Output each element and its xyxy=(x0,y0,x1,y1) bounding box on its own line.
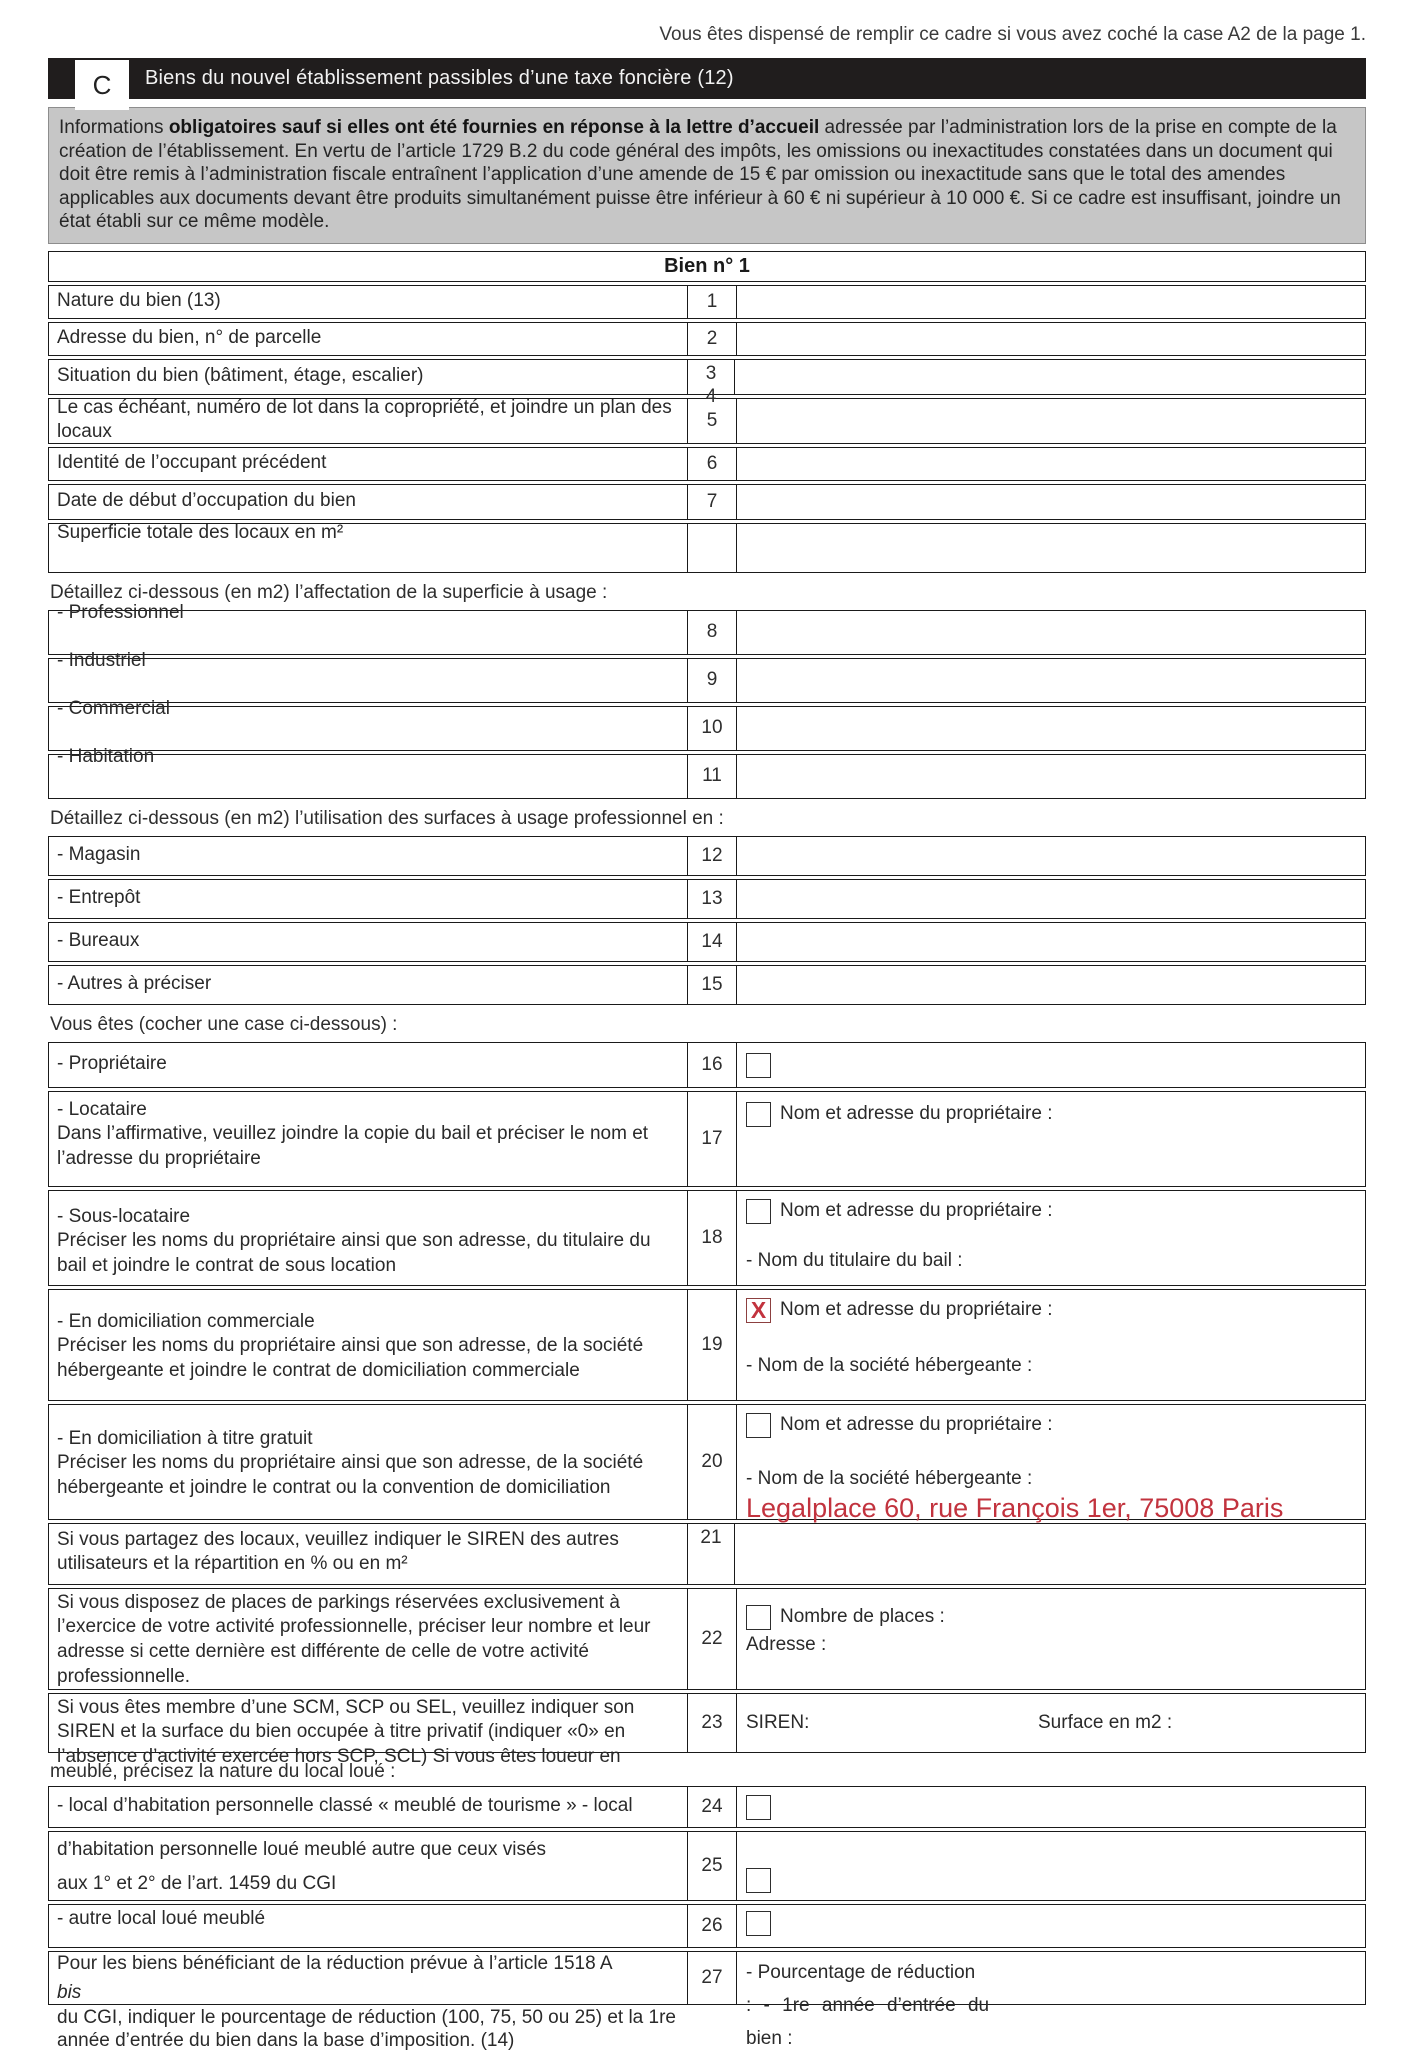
label-bureaux: - Bureaux xyxy=(57,930,140,952)
label-autres-a-preciser: - Autres à préciser xyxy=(57,973,212,995)
line-number-15: 15 xyxy=(687,966,737,1004)
row-reduction-1518a xyxy=(48,1951,1366,2052)
field-sous-locataire[interactable] xyxy=(739,1191,1365,1285)
label-professionnel: - Professionnel xyxy=(57,601,184,623)
line-number-6: 6 xyxy=(687,448,737,480)
section-d-table xyxy=(48,1042,1366,1768)
affectation-intro: Détaillez ci-dessous (en m2) l’affectation de la superficie à usage : xyxy=(50,581,608,603)
section-a-table xyxy=(48,285,1366,573)
field-domiciliation-gratuite[interactable] xyxy=(739,1405,1365,1523)
checkbox-sous-locataire[interactable] xyxy=(746,1199,771,1224)
line-number-13: 13 xyxy=(687,880,737,918)
bien-label: bien : xyxy=(746,2028,793,2050)
checkbox-proprietaire[interactable] xyxy=(746,1053,771,1078)
checkbox-locataire[interactable] xyxy=(746,1102,771,1127)
line-number-21: 21 xyxy=(687,1524,735,1584)
line-number-22: 22 xyxy=(687,1589,737,1689)
dispense-note: Vous êtes dispensé de remplir ce cadre si vous avez coché la case A2 de la page 1. xyxy=(659,24,1366,45)
label-scm-scp-sel: Si vous êtes membre d’une SCM, SCP ou SEL, veuillez indiquer son SIREN et la surface du bien occupée à titre privatif (indiquer «0» en l’absence d’activité exercée hors SCP, SCL) Si vous êtes loueur en xyxy=(57,1696,635,1768)
label-superficie-totale: Superficie totale des locaux en m² xyxy=(57,521,344,543)
line-number-12: 12 xyxy=(687,837,737,875)
label-commercial: - Commercial xyxy=(57,697,170,719)
field-habitation[interactable] xyxy=(739,755,1365,798)
line-number-24: 24 xyxy=(687,1787,737,1827)
vous-etes-intro: Vous êtes (cocher une case ci-dessous) : xyxy=(50,1013,398,1035)
field-autres-a-preciser[interactable] xyxy=(739,966,1365,1004)
line-number-9: 9 xyxy=(687,659,737,702)
label-magasin: - Magasin xyxy=(57,844,141,866)
row-occupant-precedent xyxy=(48,447,1366,481)
label-habitation: - Habitation xyxy=(57,745,155,767)
row-parkings xyxy=(48,1588,1366,1690)
field-situation-du-bien[interactable] xyxy=(737,360,1365,394)
label-industriel: - Industriel xyxy=(57,649,146,671)
line-number-3: 3 4 xyxy=(687,360,735,394)
row-situation-du-bien xyxy=(48,359,1366,407)
line-number-19: 19 xyxy=(687,1290,737,1400)
titulaire-bail-label: - Nom du titulaire du bail : xyxy=(746,1249,963,1271)
field-reduction-1518a[interactable] xyxy=(739,1952,1365,2050)
row-locataire xyxy=(48,1091,1366,1187)
line-number-7: 7 xyxy=(687,485,737,519)
field-numero-de-lot[interactable] xyxy=(739,399,1365,443)
row-meuble-tourisme xyxy=(48,1786,1366,1828)
label-sous-locataire: - Sous-locataire Préciser les noms du propriétaire ainsi que son adresse, du titulaire du bail et joindre le contrat de sous location xyxy=(57,1205,651,1277)
surface-label: Surface en m2 : xyxy=(1038,1711,1173,1733)
checkbox-label-domiciliation-gratuite: Nom et adresse du propriétaire : xyxy=(780,1414,1053,1436)
label-numero-de-lot: Le cas échéant, numéro de lot dans la copropriété, et joindre un plan des locaux xyxy=(57,396,672,443)
label-locataire: - Locataire Dans l’affirmative, veuillez joindre la copie du bail et préciser le nom et l’adresse du propriétaire xyxy=(57,1098,649,1170)
societe-hebergeante-label: - Nom de la société hébergeante : xyxy=(746,1354,1033,1376)
line-number-26: 26 xyxy=(687,1905,737,1947)
field-meuble-tourisme[interactable] xyxy=(739,1787,1365,1827)
field-value-societe-hebergeante: Legalplace 60, rue François 1er, 75008 Paris xyxy=(746,1492,1284,1523)
label-entrepot: - Entrepôt xyxy=(57,887,141,909)
field-habitation-meuble[interactable] xyxy=(739,1832,1365,1900)
checkbox-autre-local-meuble[interactable] xyxy=(746,1911,771,1936)
checkbox-meuble-tourisme[interactable] xyxy=(746,1795,771,1820)
meuble-continuation: meublé, précisez la nature du local loué : xyxy=(50,1760,396,1782)
line-number-8: 8 xyxy=(687,611,737,654)
row-autre-local-meuble xyxy=(48,1904,1366,1948)
section-title: Biens du nouvel établissement passibles d’une taxe foncière (12) xyxy=(145,67,734,89)
row-habitation xyxy=(48,745,1366,799)
line-number-11: 11 xyxy=(687,755,737,798)
line-number-blank xyxy=(687,524,737,572)
line-number-10: 10 xyxy=(687,707,737,750)
premiere-annee-label: : - 1re année d’entrée du xyxy=(746,1994,990,2016)
checkbox-label-locataire: Nom et adresse du propriétaire : xyxy=(780,1103,1053,1125)
label-partage-locaux: Si vous partagez des locaux, veuillez indiquer le SIREN des autres utilisateurs et la répartition en % ou en m² xyxy=(57,1528,619,1575)
line-number-17: 17 xyxy=(687,1092,737,1186)
pourcentage-reduction-label: - Pourcentage de réduction xyxy=(746,1961,976,1983)
adresse-label: Adresse : xyxy=(746,1633,827,1655)
line-number-23: 23 xyxy=(687,1694,737,1752)
line-number-18: 18 xyxy=(687,1191,737,1285)
info-notice xyxy=(48,107,1366,244)
label-date-debut-occupation: Date de début d’occupation du bien xyxy=(57,490,356,512)
field-parkings[interactable] xyxy=(739,1589,1365,1689)
row-superficie-totale xyxy=(48,523,1366,573)
label-meuble-tourisme: - local d’habitation personnelle classé « meublé de tourisme » - local xyxy=(57,1795,633,1817)
label-habitation-meuble: d’habitation personnelle loué meublé autre que ceux visés aux 1° et 2° de l’art. 1459 du CGI xyxy=(57,1838,547,1895)
field-nature-du-bien[interactable] xyxy=(739,286,1365,318)
field-industriel[interactable] xyxy=(739,659,1365,702)
line-number-20: 20 xyxy=(687,1405,737,1519)
row-sous-locataire xyxy=(48,1190,1366,1286)
field-date-debut-occupation[interactable] xyxy=(739,485,1365,519)
label-proprietaire: - Propriétaire xyxy=(57,1053,167,1075)
field-professionnel[interactable] xyxy=(739,611,1365,654)
field-entrepot[interactable] xyxy=(739,880,1365,918)
section-letter-box: C xyxy=(75,60,129,110)
field-bureaux[interactable] xyxy=(739,923,1365,961)
field-occupant-precedent[interactable] xyxy=(739,448,1365,480)
line-number-14: 14 xyxy=(687,923,737,961)
row-domiciliation-commerciale xyxy=(48,1289,1366,1401)
checkbox-parkings[interactable] xyxy=(746,1605,771,1630)
bien-1-header: Bien n° 1 xyxy=(48,251,1366,282)
field-locataire[interactable] xyxy=(739,1092,1365,1186)
checkbox-label-sous-locataire: Nom et adresse du propriétaire : xyxy=(780,1200,1053,1222)
label-situation-du-bien: Situation du bien (bâtiment, étage, escalier) xyxy=(57,365,424,387)
row-entrepot xyxy=(48,879,1366,919)
utilisation-intro: Détaillez ci-dessous (en m2) l’utilisation des surfaces à usage professionnel en : xyxy=(50,807,724,829)
info-lead: Informations xyxy=(59,117,169,138)
row-adresse-du-bien xyxy=(48,322,1366,356)
line-number-2: 2 xyxy=(687,323,737,355)
checkbox-habitation-meuble[interactable] xyxy=(746,1868,771,1893)
siren-label: SIREN: xyxy=(746,1711,810,1733)
label-adresse-du-bien: Adresse du bien, n° de parcelle xyxy=(57,327,322,349)
row-bureaux xyxy=(48,922,1366,962)
field-magasin[interactable] xyxy=(739,837,1365,875)
line-number-16: 16 xyxy=(687,1043,737,1087)
field-partage-locaux[interactable] xyxy=(737,1524,1365,1584)
field-superficie-totale[interactable] xyxy=(739,524,1365,572)
label-occupant-precedent: Identité de l’occupant précédent xyxy=(57,452,327,474)
row-proprietaire xyxy=(48,1042,1366,1088)
field-domiciliation-commerciale[interactable] xyxy=(739,1290,1365,1400)
societe-hebergeante-label-2: - Nom de la société hébergeante : xyxy=(746,1467,1033,1489)
row-scm-scp-sel xyxy=(48,1693,1366,1768)
line-number-27: 27 xyxy=(687,1952,737,2004)
checkbox-domiciliation-gratuite[interactable] xyxy=(746,1413,771,1438)
info-rest: adressée par l’administration lors de la prise en compte de la création de l’établissement. En vertu de l’article 1729 B.2 du code général des impôts, les omissions ou inexactitudes constatées dans un document qui doit être remis à l’administration fiscale entraînent l’application d’une amende de 15 € par omission ou inexactitude sans que le total des amendes applicables aux documents devant être produits simultanément puisse être inférieur à 60 € ni supérieur à 10 000 €. Si ce cadre est insuffisant, joindre un état établi sur ce même modèle. xyxy=(59,117,1341,233)
row-domiciliation-gratuite xyxy=(48,1404,1366,1523)
section-c-table xyxy=(48,836,1366,1005)
row-nature-du-bien xyxy=(48,285,1366,319)
section-e-table xyxy=(48,1786,1366,2052)
nombre-places-label: Nombre de places : xyxy=(780,1606,945,1628)
form-content xyxy=(48,0,1366,2052)
line-number-1: 1 xyxy=(687,286,737,318)
line-number-25: 25 xyxy=(687,1832,737,1900)
label-nature-du-bien: Nature du bien (13) xyxy=(57,290,221,312)
row-autres-a-preciser xyxy=(48,965,1366,1005)
line-number-5: 5 xyxy=(687,399,737,443)
line-number-4: 4 xyxy=(705,385,717,407)
row-magasin xyxy=(48,836,1366,876)
label-autre-local-meuble: - autre local loué meublé xyxy=(57,1907,266,1929)
field-commercial[interactable] xyxy=(739,707,1365,750)
section-b-table xyxy=(48,601,1366,799)
label-domiciliation-commerciale: - En domiciliation commerciale Préciser les noms du propriétaire ainsi que son adresse, de la société hébergeante et joindre le contrat de domiciliation commerciale xyxy=(57,1310,644,1382)
label-domiciliation-gratuite: - En domiciliation à titre gratuit Préciser les noms du propriétaire ainsi que son adresse, de la société hébergeante et joindre le contrat ou la convention de domiciliation xyxy=(57,1427,644,1499)
label-reduction-1518a: Pour les biens bénéficiant de la réduction prévue à l’article 1518 A bis du CGI, indiquer le pourcentage de réduction (100, 75, 50 ou 25) et la 1re année d’entrée du bien dans la base d’imposition. (14) xyxy=(57,1952,676,2052)
row-date-debut-occupation xyxy=(48,484,1366,520)
info-bold: obligatoires sauf si elles ont été fournies en réponse à la lettre d’accueil xyxy=(168,117,820,138)
section-c-header-bar xyxy=(48,58,1366,99)
row-habitation-meuble xyxy=(48,1831,1366,1901)
field-autre-local-meuble[interactable] xyxy=(739,1905,1365,1947)
field-adresse-du-bien[interactable] xyxy=(739,323,1365,355)
field-proprietaire[interactable] xyxy=(739,1043,1365,1087)
checkbox-label-domiciliation-commerciale: Nom et adresse du propriétaire : xyxy=(780,1299,1053,1321)
checkbox-domiciliation-commerciale-checked[interactable]: X xyxy=(746,1298,771,1323)
row-partage-locaux xyxy=(48,1523,1366,1585)
label-parkings: Si vous disposez de places de parkings réservées exclusivement à l’exercice de votre activité professionnelle, préciser leur nombre et leur adresse si cette dernière est différente de celle de votre activité professionnelle. xyxy=(57,1591,651,1687)
field-scm-scp-sel[interactable] xyxy=(739,1694,1365,1752)
